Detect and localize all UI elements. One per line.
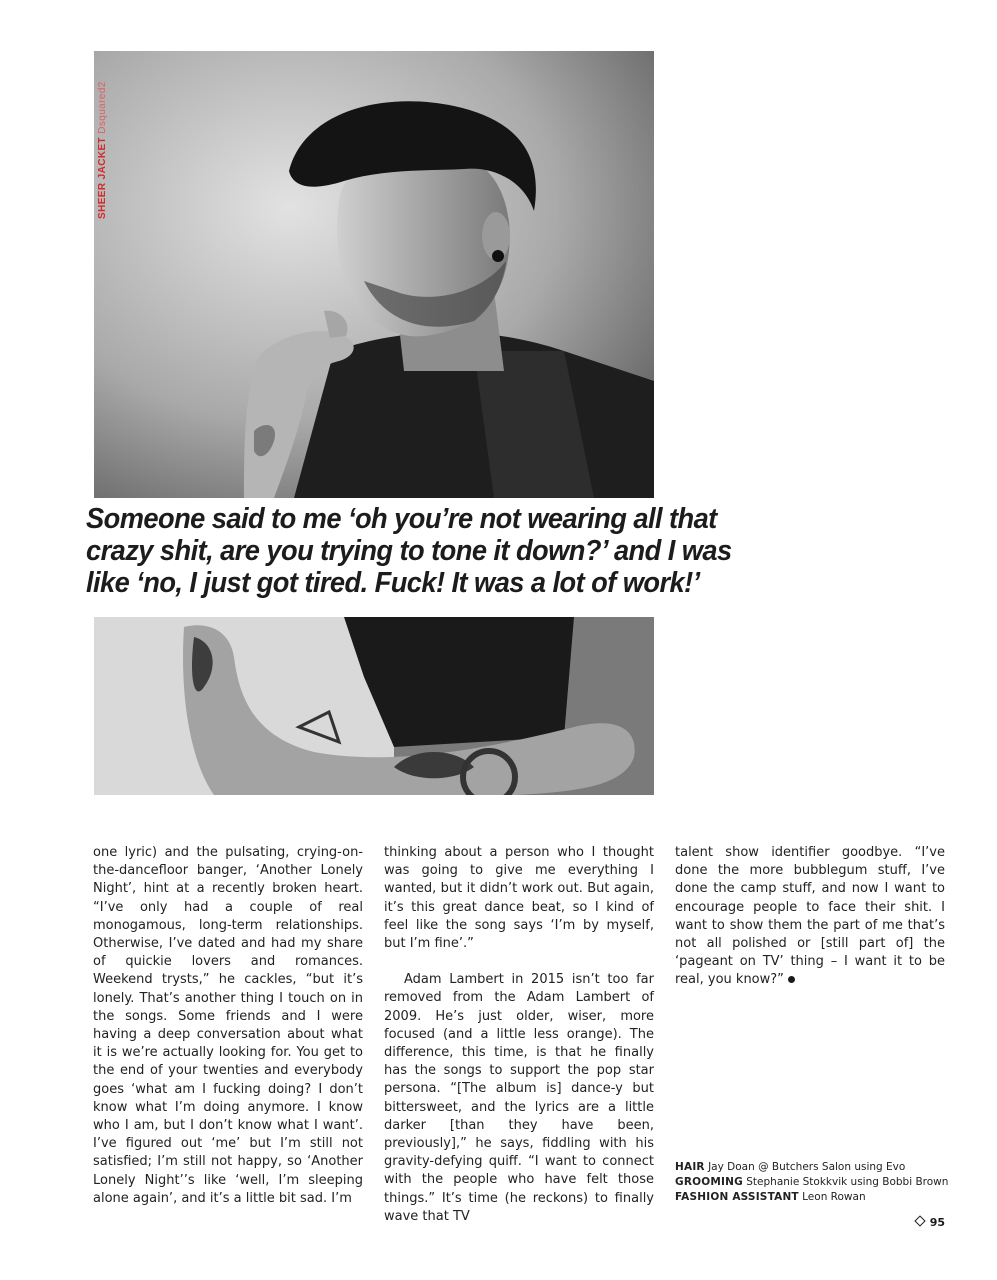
article-column-3 (675, 844, 945, 990)
credit-role: FASHION ASSISTANT (675, 1191, 799, 1203)
photo-credit: SHEER JACKET Dsquared2 (97, 81, 108, 219)
column-2-paragraph-2: Adam Lambert in 2015 isn’t too far removed from the Adam Lambert of 2009. He’s just older, wiser, more focused (and a little less orange). The difference, this time, is that he finally has the songs to support the pop star persona. “[The album is] dance-y but bittersweet, and the lyrics are a little darker [than they have been, previously],” he says, fiddling with his gravity-defying quiff. “I want to connect with the people who have felt those things.” It’s time (he reckons) to finally wave that TV (384, 972, 654, 1224)
credit-role: GROOMING (675, 1176, 743, 1188)
column-2-paragraph-1: thinking about a person who I thought was going to give me everything I wanted, but it didn’t work out. But again, it’s this great dance beat, so I kind of feel like the song says ‘I’m by myself, but I’m fine’.” (384, 845, 654, 952)
arms-illustration (94, 617, 654, 795)
credit-role: HAIR (675, 1161, 705, 1173)
credit-line (675, 1175, 965, 1190)
credit-name: Jay Doan @ Butchers Salon using Evo (708, 1161, 906, 1173)
page-number: 95 (929, 1216, 945, 1229)
column-3-text: talent show identifier goodbye. “I’ve done the more bubblegum stuff, I’ve done the camp stuff, and now I want to encourage people to face their shit. I want to show them the part of me that’s not all polished or [still part of] the ‘pageant on TV’ thing – I want it to be real, you know?” (675, 845, 945, 988)
credit-line (675, 1160, 965, 1175)
column-3-paragraph (675, 844, 945, 990)
column-1-text: one lyric) and the pulsating, crying-on-the-dancefloor banger, ‘Another Lonely Night’, hint at a recently broken heart. “I’ve only had a couple of real monogamous, long-term relationships. Otherwise, I’ve dated and had my share of quickie lovers and romances. Weekend trysts,” he cackles, “but it’s lonely. That’s another thing I touch on in the songs. Some friends and I were having a deep conversation about what it is we’re actually looking for. You get to the end of your twenties and everybody goes ‘what am I fucking doing? I don’t know what I’m doing anymore. I know who I am, but I don’t know what I want’. I’ve figured out ‘me’ but I’m still not satisfied; I’m still not happy, so ‘Another Lonely Night’’s like ‘well, I’m sleeping alone again’, and it’s a little bit sad. I’m (93, 845, 363, 1206)
portrait-photo-bottom (94, 617, 654, 795)
portrait-illustration (94, 51, 654, 498)
diamond-icon (914, 1215, 925, 1226)
article-column-2 (384, 844, 654, 1226)
pull-quote: Someone said to me ‘oh you’re not wearing all that crazy shit, are you trying to tone it down?’ and I was like ‘no, I just got tired. Fuck! It was a lot of work!’ (86, 503, 732, 599)
article-column-1 (93, 844, 363, 1208)
credit-name: Leon Rowan (802, 1191, 866, 1203)
credit-name: Stephanie Stokkvik using Bobbi Brown (746, 1176, 949, 1188)
end-mark-icon (788, 976, 795, 983)
portrait-photo-top (94, 51, 654, 498)
styling-credits (675, 1160, 965, 1205)
page-folio (916, 1216, 945, 1229)
credit-line (675, 1190, 965, 1205)
